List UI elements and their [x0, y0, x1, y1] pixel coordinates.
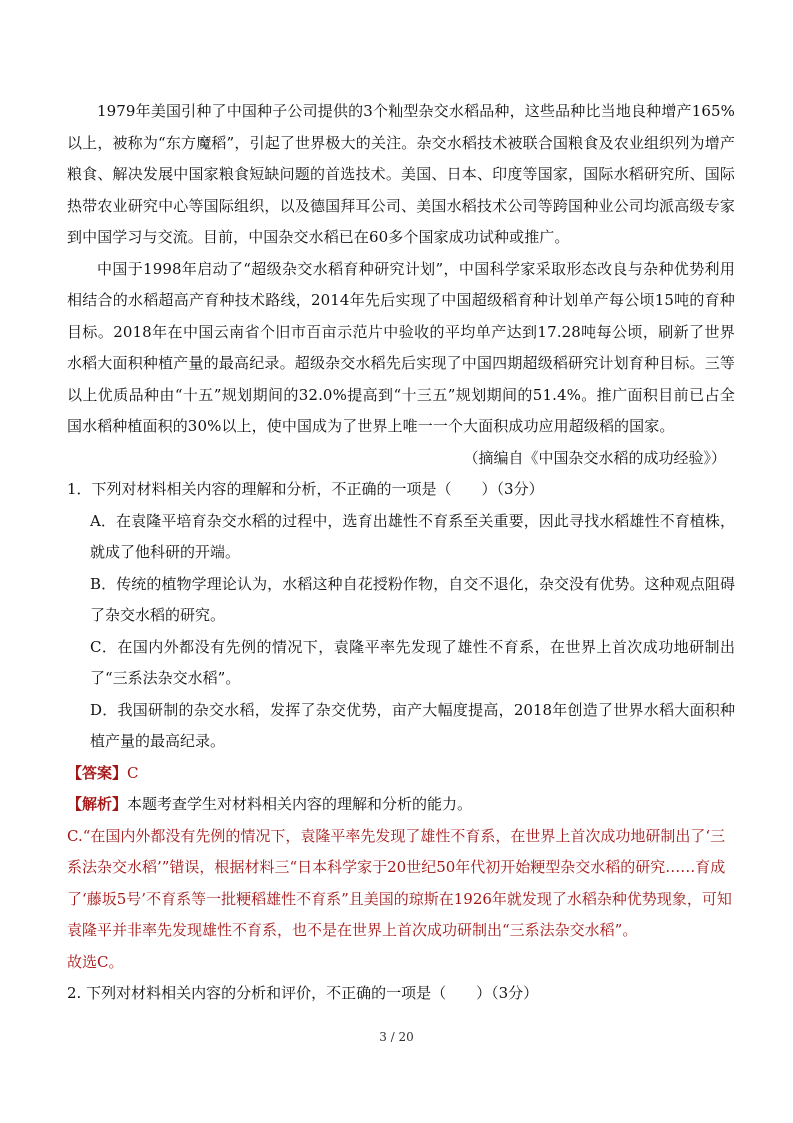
question-1-option-a: A．在袁隆平培育杂交水稻的过程中，选育出雄性不育系至关重要，因此寻找水稻雄性不育植株，就成了他科研的开端。 [90, 511, 735, 561]
passage-source: （摘编自《中国杂交水稻的成功经验》） [463, 448, 726, 467]
question-1-answer [0, 758, 793, 790]
analysis-intro: 本题考查学生对材料相关内容的理解和分析的能力。 [127, 795, 473, 813]
page-content [0, 96, 793, 1010]
question-1-stem: 1．下列对材料相关内容的理解和分析，不正确的一项是（ ）（3分） [67, 480, 544, 498]
question-1-option-d: D．我国研制的杂交水稻，发挥了杂交优势，亩产大幅度提高，2018年创造了世界水稻大面积种植产量的最高纪录。 [90, 700, 735, 750]
analysis-label: 【解析】 [67, 795, 128, 813]
answer-value: C [127, 763, 139, 782]
page-number: 3 / 20 [379, 1030, 414, 1044]
passage-paragraph-2: 中国于1998年启动了“超级杂交水稻育种研究计划”，中国科学家采取形态改良与杂种优势利用相结合的水稻超高产育种技术路线，2014年先后实现了中国超级稻育种计划单产每公顷15吨的育种目标。2018年在中国云南省个旧市百亩示范片中验收的平均单产达到17.28吨每公顷，刷新了世界水稻大面积种植产量的最高纪录。超级杂交水稻先后实现了中国四期超级稻研究计划育种目标。三等以上优质品种由“十五”规划期间的32.0%提高到“十三五”规划期间的51.4%。推广面积目前已占全国水稻种植面积的30%以上，使中国成为了世界上唯一一个大面积成功应用超级稻的国家。 [67, 259, 735, 435]
question-1-analysis-body: C.“在国内外都没有先例的情况下，袁隆平率先发现了雄性不育系，在世界上首次成功地研制出了‘三系法杂交水稻’”错误，根据材料三“日本科学家于20世纪50年代初开始粳型杂交水稻的研究……育成了‘藤坂5号’不育系等一批粳稻雄性不育系”且美国的琼斯在1926年就发现了水稻杂种优势现象，可知袁隆平并非率先发现雄性不育系，也不是在世界上首次成功研制出“三系法杂交水稻”。 [67, 826, 732, 939]
question-1-option-c: C．在国内外都没有先例的情况下，袁隆平率先发现了雄性不育系，在世界上首次成功地研制出了“三系法杂交水稻”。 [90, 637, 735, 687]
question-1-conclusion: 故选C。 [67, 952, 124, 971]
passage-paragraph-1: 1979年美国引种了中国种子公司提供的3个籼型杂交水稻品种，这些品种比当地良种增产165%以上，被称为“东方魔稻”，引起了世界极大的关注。杂交水稻技术被联合国粮食及农业组织列为增产粮食、解决发展中国家粮食短缺问题的首选技术。美国、日本、印度等国家，国际水稻研究所、国际热带农业研究中心等国际组织，以及德国拜耳公司、美国水稻技术公司等跨国种业公司均派高级专家到中国学习与交流。目前，中国杂交水稻已在60多个国家成功试种或推广。 [67, 102, 735, 246]
answer-label: 【答案】 [67, 763, 128, 782]
question-1-option-b: B．传统的植物学理论认为，水稻这种自花授粉作物，自交不退化，杂交没有优势。这种观点阻碍了杂交水稻的研究。 [90, 574, 735, 624]
question-2-stem: 2. 下列对材料相关内容的分析和评价，不正确的一项是（ ）（3分） [67, 984, 539, 1002]
question-1-analysis-heading [0, 789, 793, 821]
